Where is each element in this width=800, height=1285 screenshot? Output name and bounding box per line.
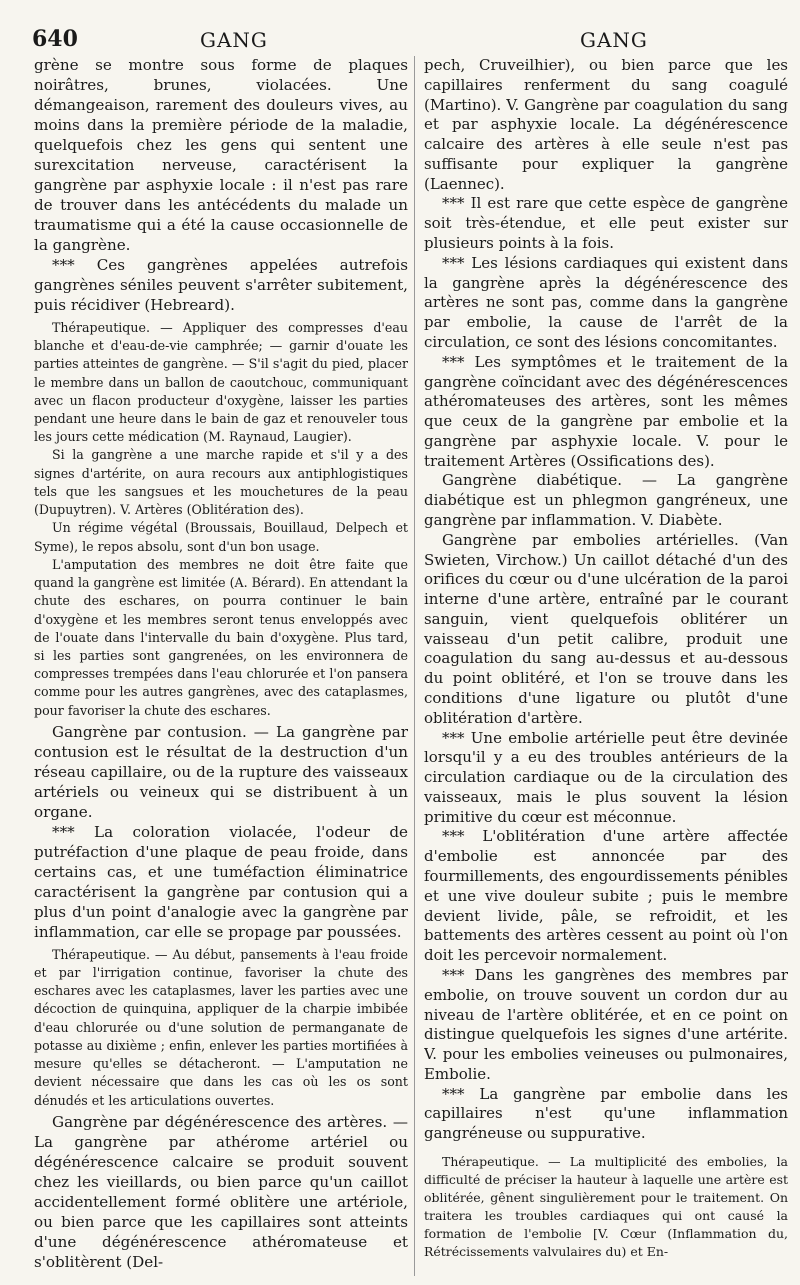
paragraph: *** La coloration violacée, l'odeur de putréfaction d'une plaque de peau froide, dans certains cas, et une tuméfaction éliminatrice caractérisent la gangrène par contusion qui a plus d'un point d'analogie avec la gangrène par inflammation, car elle se propage par poussées. <box>34 822 408 941</box>
right-column <box>424 56 788 1277</box>
page-header <box>0 0 800 56</box>
running-head-left: GANG <box>200 28 268 52</box>
paragraph: *** Il est rare que cette espèce de gangrène soit très-étendue, et elle peut exister sur plusieurs points à la fois. <box>424 194 788 253</box>
column-divider <box>414 56 415 1276</box>
section-paragraph: Gangrène par contusion. — La gangrène par contusion est le résultat de la destruction d'un réseau capillaire, ou de la rupture des vaisseaux artériels ou veineux qui se distribuent à un organe. <box>34 722 408 821</box>
paragraph: *** L'oblitération d'une artère affectée d'embolie est annoncée par des fourmillements, des engourdissements pénibles et une vive douleur subite ; puis le membre devient livide, pâle, se refroidit, et les battements des artères cessent au point où l'on doit les percevoir normalement. <box>424 827 788 965</box>
paragraph: *** Les lésions cardiaques qui existent dans la gangrène après la dégénérescence des artères ne sont pas, comme dans la gangrène par embolie, la cause de l'arrêt de la circulation, ce sont des lésions concomitantes. <box>424 253 788 351</box>
paragraph: *** La gangrène par embolie dans les capillaires n'est qu'une inflammation gangréneuse ou suppurative. <box>424 1084 788 1143</box>
running-head-right: GANG <box>580 28 648 52</box>
paragraph: *** Dans les gangrènes des membres par embolie, on trouve souvent un cordon dur au niveau de l'artère oblitérée, et en ce point on distingue quelquefois les signes d'une artérite. V. pour les embolies veineuses ou pulmonaires, Embolie. <box>424 965 788 1083</box>
therapeutics-paragraph: Thérapeutique. — Au début, pansements à l'eau froide et par l'irrigation continue, favoriser la chute des eschares avec les cataplasmes, laver les parties avec une décoction de quinquina, appliquer de la charpie imbibée d'eau chlorurée ou d'une solution de permanganate de potasse au dixième ; enfin, enlever les parties mortifiées à mesure qu'elles se détacheront. — L'amputation ne devient nécessaire que dans les cas où les os sont dénudés et les articulations ouvertes. <box>34 946 408 1108</box>
paragraph: *** Ces gangrènes appelées autrefois gangrènes séniles peuvent s'arrêter subitement, puis récidiver (Hebreard). <box>34 255 408 314</box>
paragraph: pech, Cruveilhier), ou bien parce que les capillaires renferment du sang coagulé (Martino). V. Gangrène par coagulation du sang et par asphyxie locale. La dégénérescence calcaire des artères à elle seule n'est pas suffisante pour expliquer la gangrène (Laennec). <box>424 56 788 193</box>
paragraph: *** Les symptômes et le traitement de la gangrène coïncidant avec des dégénérescences athéromateuses des artères, sont les mêmes que ceux de la gangrène par embolie et la gangrène par asphyxie locale. V. pour le traitement Artères (Ossifications des). <box>424 352 788 470</box>
paragraph: Si la gangrène a une marche rapide et s'il y a des signes d'artérite, on aura recours aux antiphlogistiques tels que les sangsues et les mouchetures de la peau (Dupuytren). V. Artères (Oblitération des). <box>34 447 408 518</box>
paragraph: L'amputation des membres ne doit être faite que quand la gangrène est limitée (A. Bérard). En attendant la chute des eschares, on pourra continuer le bain d'oxygène et les membres seront tenus enveloppés avec de l'ouate dans l'intervalle du bain d'oxygène. Plus tard, si les parties sont gangrenées, on les environnera de compresses trempées dans l'eau chlorurée et l'on pansera comme pour les autres gangrènes, avec des cataplasmes, pour favoriser la chute des eschares. <box>34 556 408 718</box>
paragraph: grène se montre sous forme de plaques noirâtres, brunes, violacées. Une démangeaison, rarement des douleurs vives, au moins dans la première période de la maladie, quelquefois chez les gens qui sentent une surexcitation nerveuse, caractérisent la gangrène par asphyxie locale : il n'est pas rare de trouver dans les antécédents du malade un traumatisme qui a été la cause occasionnelle de la gangrène. <box>34 56 408 254</box>
section-paragraph: Gangrène diabétique. — La gangrène diabétique est un phlegmon gangréneux, une gangrène par inflammation. V. Diabète. <box>424 471 788 529</box>
section-paragraph: Gangrène par dégénérescence des artères. — La gangrène par athérome artériel ou dégénérescence calcaire se produit souvent chez les vieillards, ou bien parce qu'un caillot accidentellement formé oblitère une artériole, ou bien parce que les capillaires sont atteints d'une dégénérescence athéromateuse et s'oblitèrent (Del- <box>34 1112 408 1271</box>
paragraph: *** Une embolie artérielle peut être devinée lorsqu'il y a eu des troubles antérieurs de la circulation cardiaque ou de la circulation des vaisseaux, mais le plus souvent la lésion primitive du cœur est méconnue. <box>424 728 788 826</box>
left-column <box>34 56 408 1277</box>
therapeutics-paragraph: Thérapeutique. — Appliquer des compresses d'eau blanche et d'eau-de-vie camphrée; — garnir d'ouate les parties atteintes de gangrène. — S'il s'agit du pied, placer le membre dans un ballon de caoutchouc, communiquant avec un flacon producteur d'oxygène, laisser les parties pendant une heure dans le bain de gaz et renouveler tous les jours cette médication (M. Raynaud, Laugier). <box>34 319 408 445</box>
therapeutics-paragraph: Thérapeutique. — La multiplicité des embolies, la difficulté de préciser la hauteur à laquelle une artère est oblitérée, gênent singulièrement pour le traitement. On traitera les troubles cardiaques qui ont causé la formation de l'embolie [V. Cœur (Inflammation du, Rétrécissements valvulaires du) et En- <box>424 1153 788 1260</box>
section-paragraph: Gangrène par embolies artérielles. (Van Swieten, Virchow.) Un caillot détaché d'un des orifices du cœur ou d'une ulcération de la paroi interne d'une artère, entraîné par le courant sanguin, vient quelquefois oblitérer un vaisseau d'un petit calibre, produit une coagulation du sang au-dessus et au-dessous du point oblitéré, et l'on se trouve dans les conditions d'une ligature ou plutôt d'une oblitération d'artère. <box>424 530 788 727</box>
paragraph: Un régime végétal (Broussais, Bouillaud, Delpech et Syme), le repos absolu, sont d'un bon usage. <box>34 520 408 554</box>
page-number: 640 <box>32 26 78 52</box>
